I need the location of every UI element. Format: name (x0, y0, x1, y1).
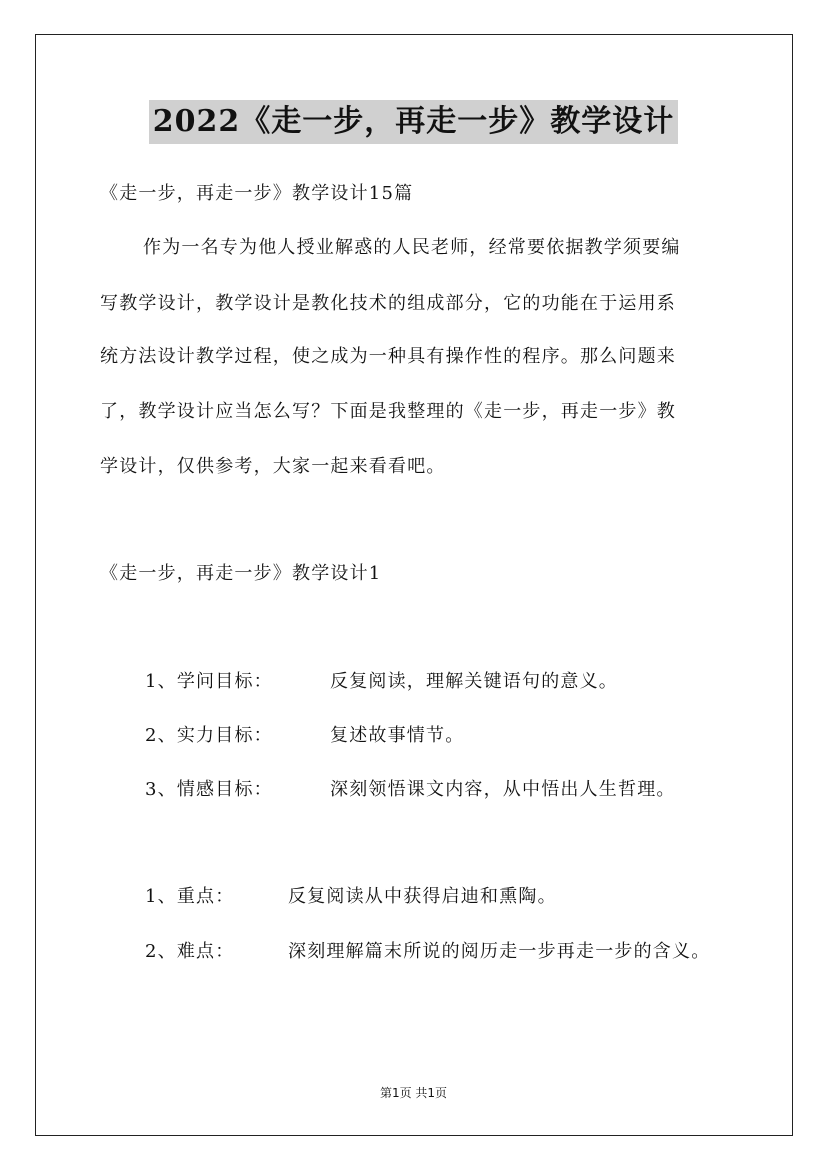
document-subtitle: 《走一步，再走一步》教学设计15篇 (100, 183, 414, 204)
key-point-value: 深刻理解篇末所说的阅历走一步再走一步的含义。 (288, 941, 711, 962)
goal-value: 反复阅读，理解关键语句的意义。 (330, 671, 618, 692)
section-heading: 《走一步，再走一步》教学设计1 (100, 563, 382, 584)
goal-value: 复述故事情节。 (330, 725, 465, 746)
key-point-value: 反复阅读从中获得启迪和熏陶。 (288, 886, 557, 907)
goal-label: 1、学问目标： (145, 671, 273, 692)
intro-line-1: 作为一名专为他人授业解惑的人民老师，经常要依据教学须要编 (143, 237, 681, 258)
intro-line-2: 写教学设计，教学设计是教化技术的组成部分，它的功能在于运用系 (100, 293, 676, 314)
goal-label: 3、情感目标： (145, 779, 273, 800)
goal-value: 深刻领悟课文内容，从中悟出人生哲理。 (330, 779, 676, 800)
intro-line-4: 了，教学设计应当怎么写？下面是我整理的《走一步，再走一步》教 (100, 401, 676, 422)
goal-label: 2、实力目标： (145, 725, 273, 746)
page-footer: 第1页 共1页 (379, 1086, 448, 1100)
document-title-wrapper (0, 100, 827, 144)
intro-line-5: 学设计，仅供参考，大家一起来看看吧。 (100, 456, 446, 477)
document-title: 2022《走一步，再走一步》教学设计 (149, 100, 679, 144)
key-point-label: 2、难点： (145, 941, 235, 962)
key-point-label: 1、重点： (145, 886, 235, 907)
intro-line-3: 统方法设计教学过程，使之成为一种具有操作性的程序。那么问题来 (100, 346, 676, 367)
